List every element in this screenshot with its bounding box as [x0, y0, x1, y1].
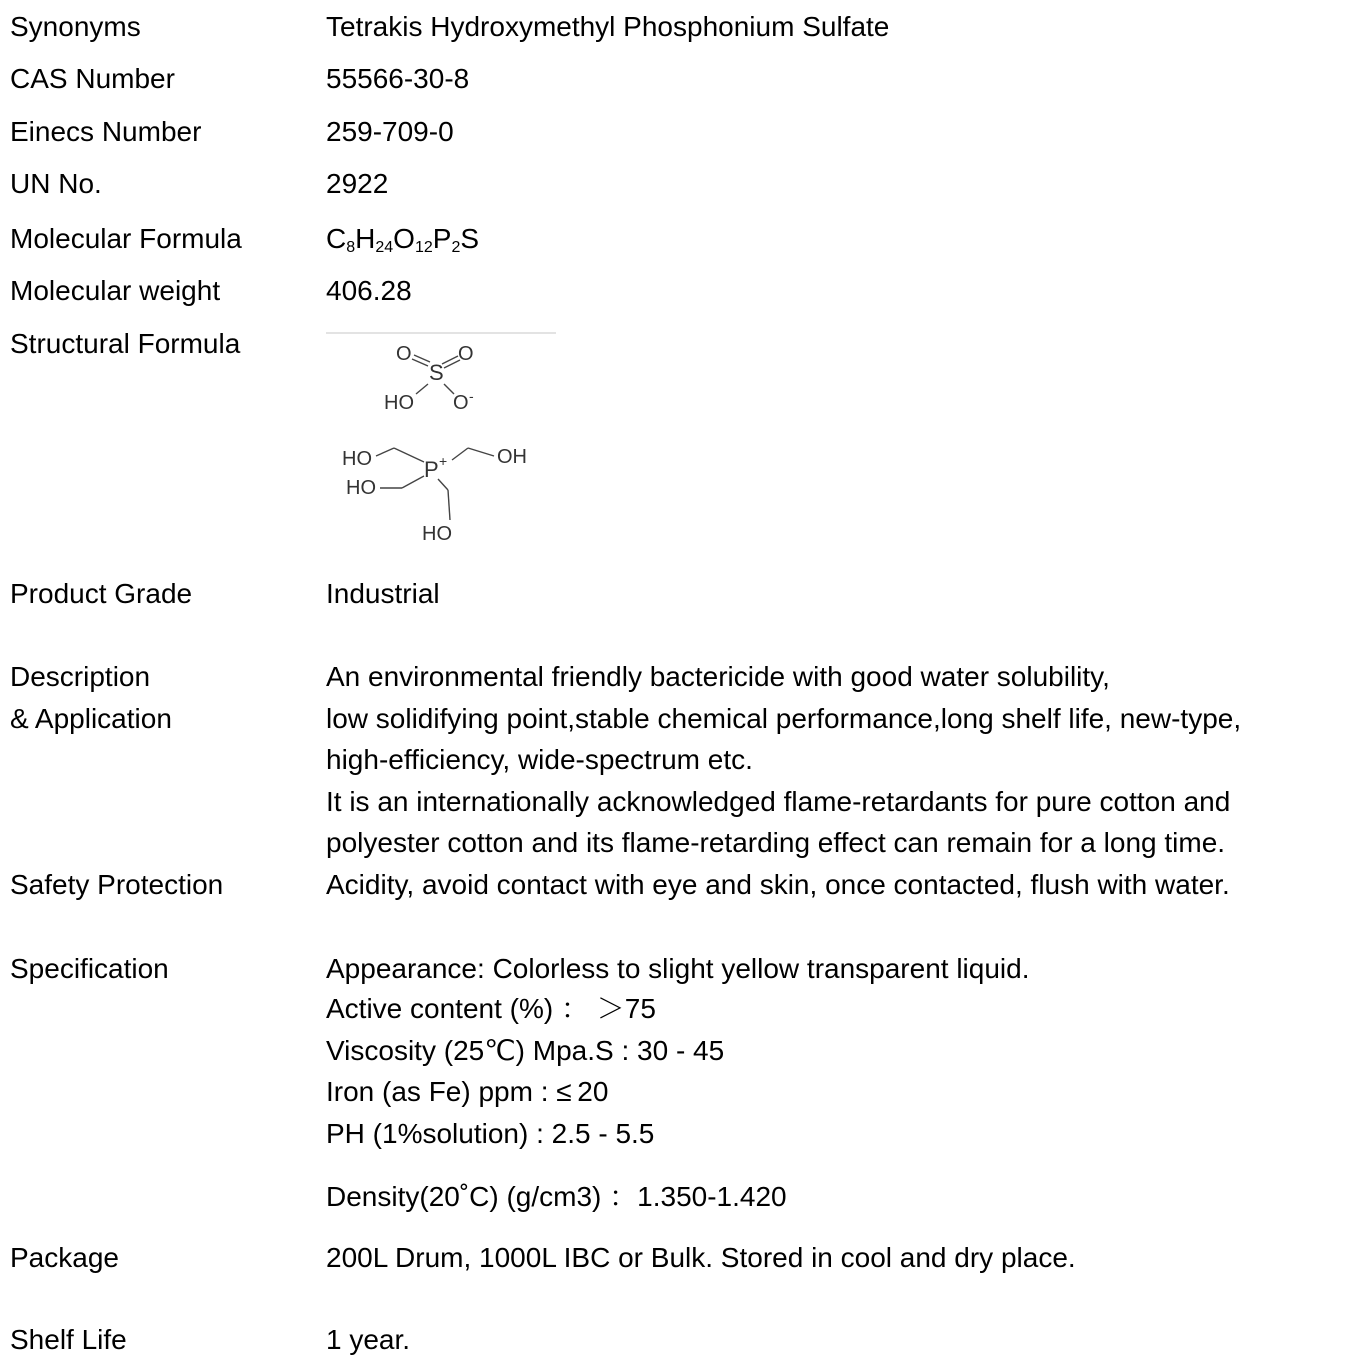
specification-label: Specification — [10, 953, 169, 984]
un-number-value: 2922 — [326, 168, 389, 199]
cas-number-value: 55566-30-8 — [326, 63, 470, 94]
formula-element: P — [432, 223, 452, 254]
atom-label: P — [424, 457, 439, 482]
specification-line: Active content (%) ： ＞75 — [326, 993, 656, 1024]
einecs-number-value: 259-709-0 — [326, 116, 454, 147]
atom-label: HO — [422, 523, 452, 545]
specification-line: Appearance: Colorless to slight yellow transparent liquid. — [326, 953, 1030, 984]
safety-protection-label: Safety Protection — [10, 869, 224, 900]
package-label: Package — [10, 1242, 119, 1273]
molecular-weight-label: Molecular weight — [10, 275, 221, 306]
application-label: & Application — [10, 703, 172, 734]
einecs-number-label: Einecs Number — [10, 116, 202, 147]
description-line: It is an internationally acknowledged flame-retardants for pure cotton and — [326, 786, 1231, 817]
formula-element: O — [393, 223, 415, 254]
cas-number-label: CAS Number — [10, 63, 175, 94]
formula-count: 2 — [451, 239, 461, 256]
description-label: Description — [10, 661, 151, 692]
molecular-weight-value: 406.28 — [326, 275, 412, 306]
atom-label: HO — [342, 448, 372, 470]
atom-label: OH — [497, 446, 527, 468]
shelf-life-label: Shelf Life — [10, 1324, 127, 1355]
safety-protection-value: Acidity, avoid contact with eye and skin, once contacted, flush with water. — [326, 869, 1230, 900]
formula-element: S — [460, 223, 480, 254]
formula-count: 24 — [375, 239, 394, 256]
atom-label: HO — [384, 392, 414, 414]
charge-label: + — [439, 453, 448, 469]
description-line: polyester cotton and its flame-retarding effect can remain for a long time. — [326, 827, 1226, 858]
description-line: high-efficiency, wide-spectrum etc. — [326, 744, 753, 775]
product-grade-label: Product Grade — [10, 578, 193, 609]
molecular-formula-label: Molecular Formula — [10, 223, 242, 254]
atom-label: O — [453, 392, 469, 414]
atom-label: HO — [346, 477, 376, 499]
package-value: 200L Drum, 1000L IBC or Bulk. Stored in cool and dry place. — [326, 1242, 1076, 1273]
formula-element: H — [355, 223, 376, 254]
molecular-formula-value — [326, 223, 480, 256]
description-line: An environmental friendly bactericide with good water solubility, — [326, 661, 1110, 692]
atom-label: S — [429, 360, 444, 385]
structural-formula-label: Structural Formula — [10, 328, 241, 359]
formula-count: 12 — [414, 239, 433, 256]
description-line: low solidifying point,stable chemical performance,long shelf life, new-type, — [326, 703, 1242, 734]
product-grade-value: Industrial — [326, 578, 440, 609]
atom-label: O — [458, 343, 474, 365]
atom-label: O — [396, 343, 412, 365]
formula-count: 8 — [346, 239, 356, 256]
formula-element: C — [326, 223, 347, 254]
charge-label: - — [469, 388, 474, 404]
structural-formula-diagram — [326, 332, 556, 547]
specification-line: PH (1%solution) : 2.5 - 5.5 — [326, 1118, 655, 1149]
specification-line: Viscosity (25℃) Mpa.S : 30 - 45 — [326, 1035, 725, 1066]
synonyms-label: Synonyms — [10, 11, 141, 42]
un-number-label: UN No. — [10, 168, 102, 199]
specification-line: Iron (as Fe) ppm : ≤ 20 — [326, 1076, 609, 1107]
synonyms-value: Tetrakis Hydroxymethyl Phosphonium Sulfate — [326, 11, 890, 42]
specification-line: Density(20˚C) (g/cm3) ：1.350-1.420 — [326, 1181, 787, 1212]
shelf-life-value: 1 year. — [326, 1324, 411, 1355]
